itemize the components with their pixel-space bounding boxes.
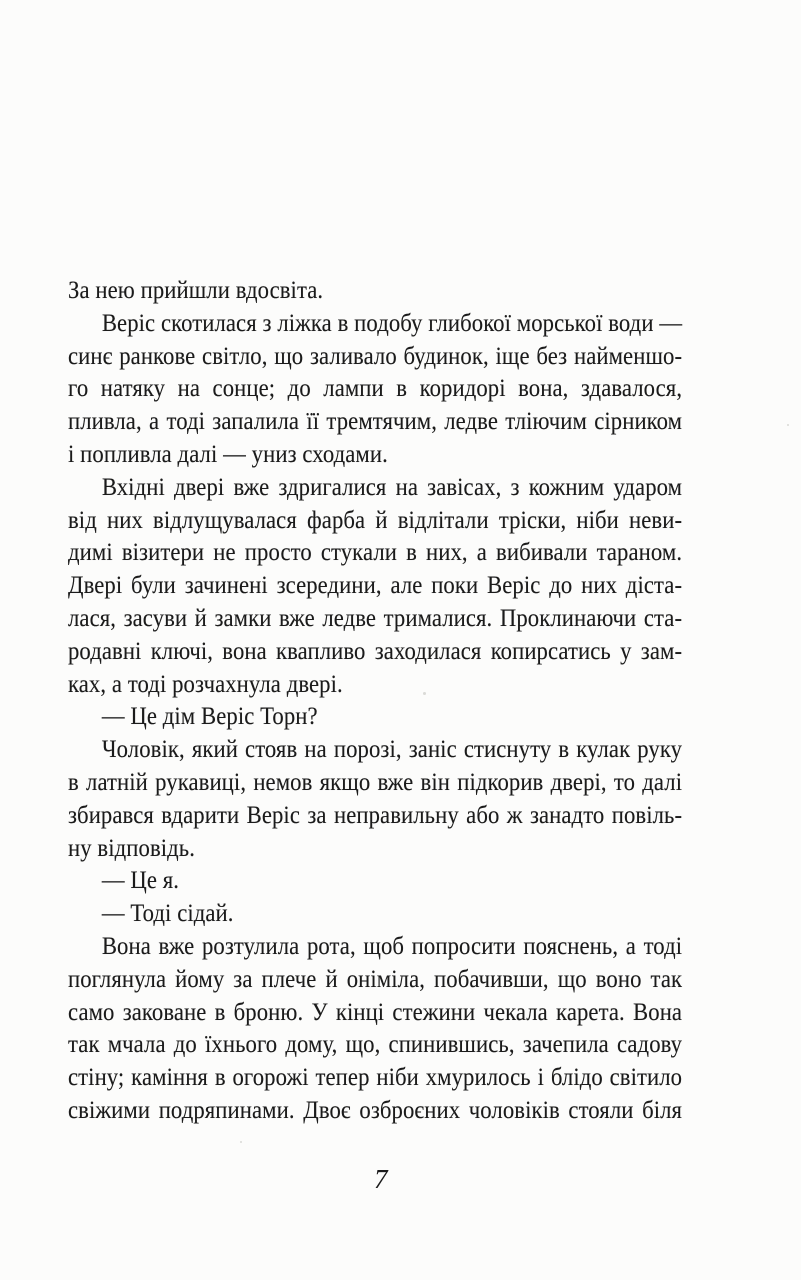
text-line: го натяку на сонце; до лампи в коридорі вона, здавалося, — [68, 373, 683, 403]
page-number: 7 — [374, 1164, 388, 1194]
text-line: — Тоді сідай. — [101, 898, 234, 928]
scan-speck — [423, 692, 426, 695]
scan-speck — [787, 424, 789, 426]
text-line: так мчала до їхнього дому, що, спинившись, зачепила садову — [68, 1029, 683, 1059]
text-line: родавні ключі, вона квапливо заходилася копирсатись у зам- — [68, 635, 683, 665]
text-line: ках, а тоді розчахнула двері. — [68, 668, 343, 698]
text-line: — Це дім Веріс Торн? — [101, 701, 318, 731]
text-line: синє ранкове світло, що заливало будинок, іще без найменшо- — [68, 340, 683, 370]
text-line: від них відлущувалася фарба й відлітали тріски, ніби неви- — [68, 504, 683, 534]
text-line: в латній рукавиці, немов якщо вже він підкорив двері, то далі — [68, 766, 683, 796]
text-line: — Це я. — [101, 865, 180, 895]
text-line: і попливла далі — униз сходами. — [68, 438, 388, 468]
text-line: свіжими подряпинами. Двоє озброєних чоловіків стояли біля — [68, 1094, 683, 1124]
body-text — [68, 274, 682, 1127]
text-line: стіну; каміння в огорожі тепер ніби хмурилось і блідо світило — [68, 1062, 683, 1092]
text-line: Чоловік, який стояв на порозі, заніс стиснуту в кулак руку — [101, 734, 683, 764]
text-line: Двері були зачинені зсередини, але поки Веріс до них діста- — [68, 570, 683, 600]
text-line: димі візитери не просто стукали в них, а вибивали тараном. — [68, 537, 683, 567]
text-line: само заковане в броню. У кінці стежини чекала карета. Вона — [68, 996, 683, 1026]
text-line: збирався вдарити Веріс за неправильну або ж занадто повіль- — [68, 799, 683, 829]
text-line: лася, засуви й замки вже ледве трималися. Проклинаючи ста- — [68, 602, 683, 632]
text-line: Веріс скотилася з ліжка в подобу глибокої морської води — — [101, 307, 683, 337]
scan-speck — [240, 1141, 242, 1143]
text-line: ну відповідь. — [68, 832, 195, 862]
text-line: Вона вже розтулила рота, щоб попросити пояснень, а тоді — [101, 930, 683, 960]
text-line: За нею прийшли вдосвіта. — [68, 275, 324, 304]
text-line: поглянула йому за плече й оніміла, побачивши, що воно так — [68, 963, 683, 993]
text-line: Вхідні двері вже здригалися на завісах, з кожним ударом — [101, 471, 683, 501]
text-line: пливла, а тоді запалила її тремтячим, ледве тліючим сірником — [68, 406, 683, 436]
